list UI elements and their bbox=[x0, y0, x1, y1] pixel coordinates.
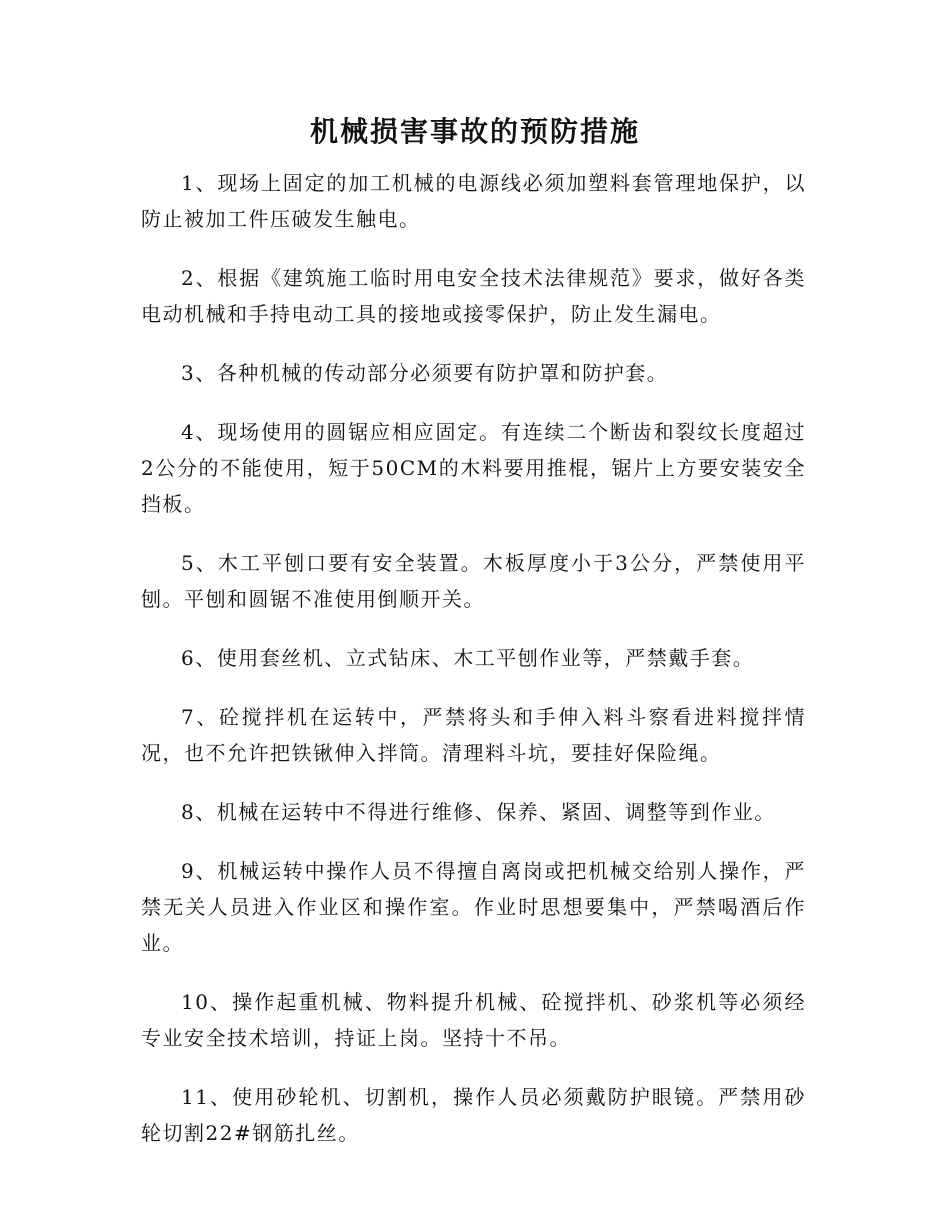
paragraph-5: 5、木工平刨口要有安全装置。木板厚度小于3公分，严禁使用平刨。平刨和圆锯不准使用倒顺开关。 bbox=[141, 551, 806, 611]
paragraph-6: 6、使用套丝机、立式钻床、木工平刨作业等，严禁戴手套。 bbox=[181, 646, 755, 670]
document-body bbox=[141, 165, 806, 1174]
paragraph-4: 4、现场使用的圆锯应相应固定。有连续二个断齿和裂纹长度超过2公分的不能使用，短于50CM的木料要用推棍，锯片上方要安装安全挡板。 bbox=[141, 420, 806, 516]
paragraph-3: 3、各种机械的传动部分必须要有防护罩和防护套。 bbox=[181, 361, 669, 385]
paragraph-1: 1、现场上固定的加工机械的电源线必须加塑料套管理地保护，以防止被加工件压破发生触电。 bbox=[141, 171, 806, 231]
paragraph-8: 8、机械在运转中不得进行维修、保养、紧固、调整等到作业。 bbox=[181, 800, 776, 824]
paragraph-11: 11、使用砂轮机、切割机，操作人员必须戴防护眼镜。严禁用砂轮切割22#钢筋扎丝。 bbox=[141, 1085, 806, 1145]
paragraph-7: 7、砼搅拌机在运转中，严禁将头和手伸入料斗察看进料搅拌情况，也不允许把铁锹伸入拌筒。清理料斗坑，要挂好保险绳。 bbox=[141, 705, 806, 765]
paragraph-10: 10、操作起重机械、物料提升机械、砼搅拌机、砂浆机等必须经专业安全技术培训，持证上岗。坚持十不吊。 bbox=[141, 990, 806, 1050]
document-title: 机械损害事故的预防措施 bbox=[309, 115, 640, 148]
paragraph-2: 2、根据《建筑施工临时用电安全技术法律规范》要求，做好各类电动机械和手持电动工具的接地或接零保护，防止发生漏电。 bbox=[141, 266, 806, 326]
paragraph-9: 9、机械运转中操作人员不得擅自离岗或把机械交给别人操作，严禁无关人员进入作业区和操作室。作业时思想要集中，严禁喝酒后作业。 bbox=[141, 859, 806, 955]
